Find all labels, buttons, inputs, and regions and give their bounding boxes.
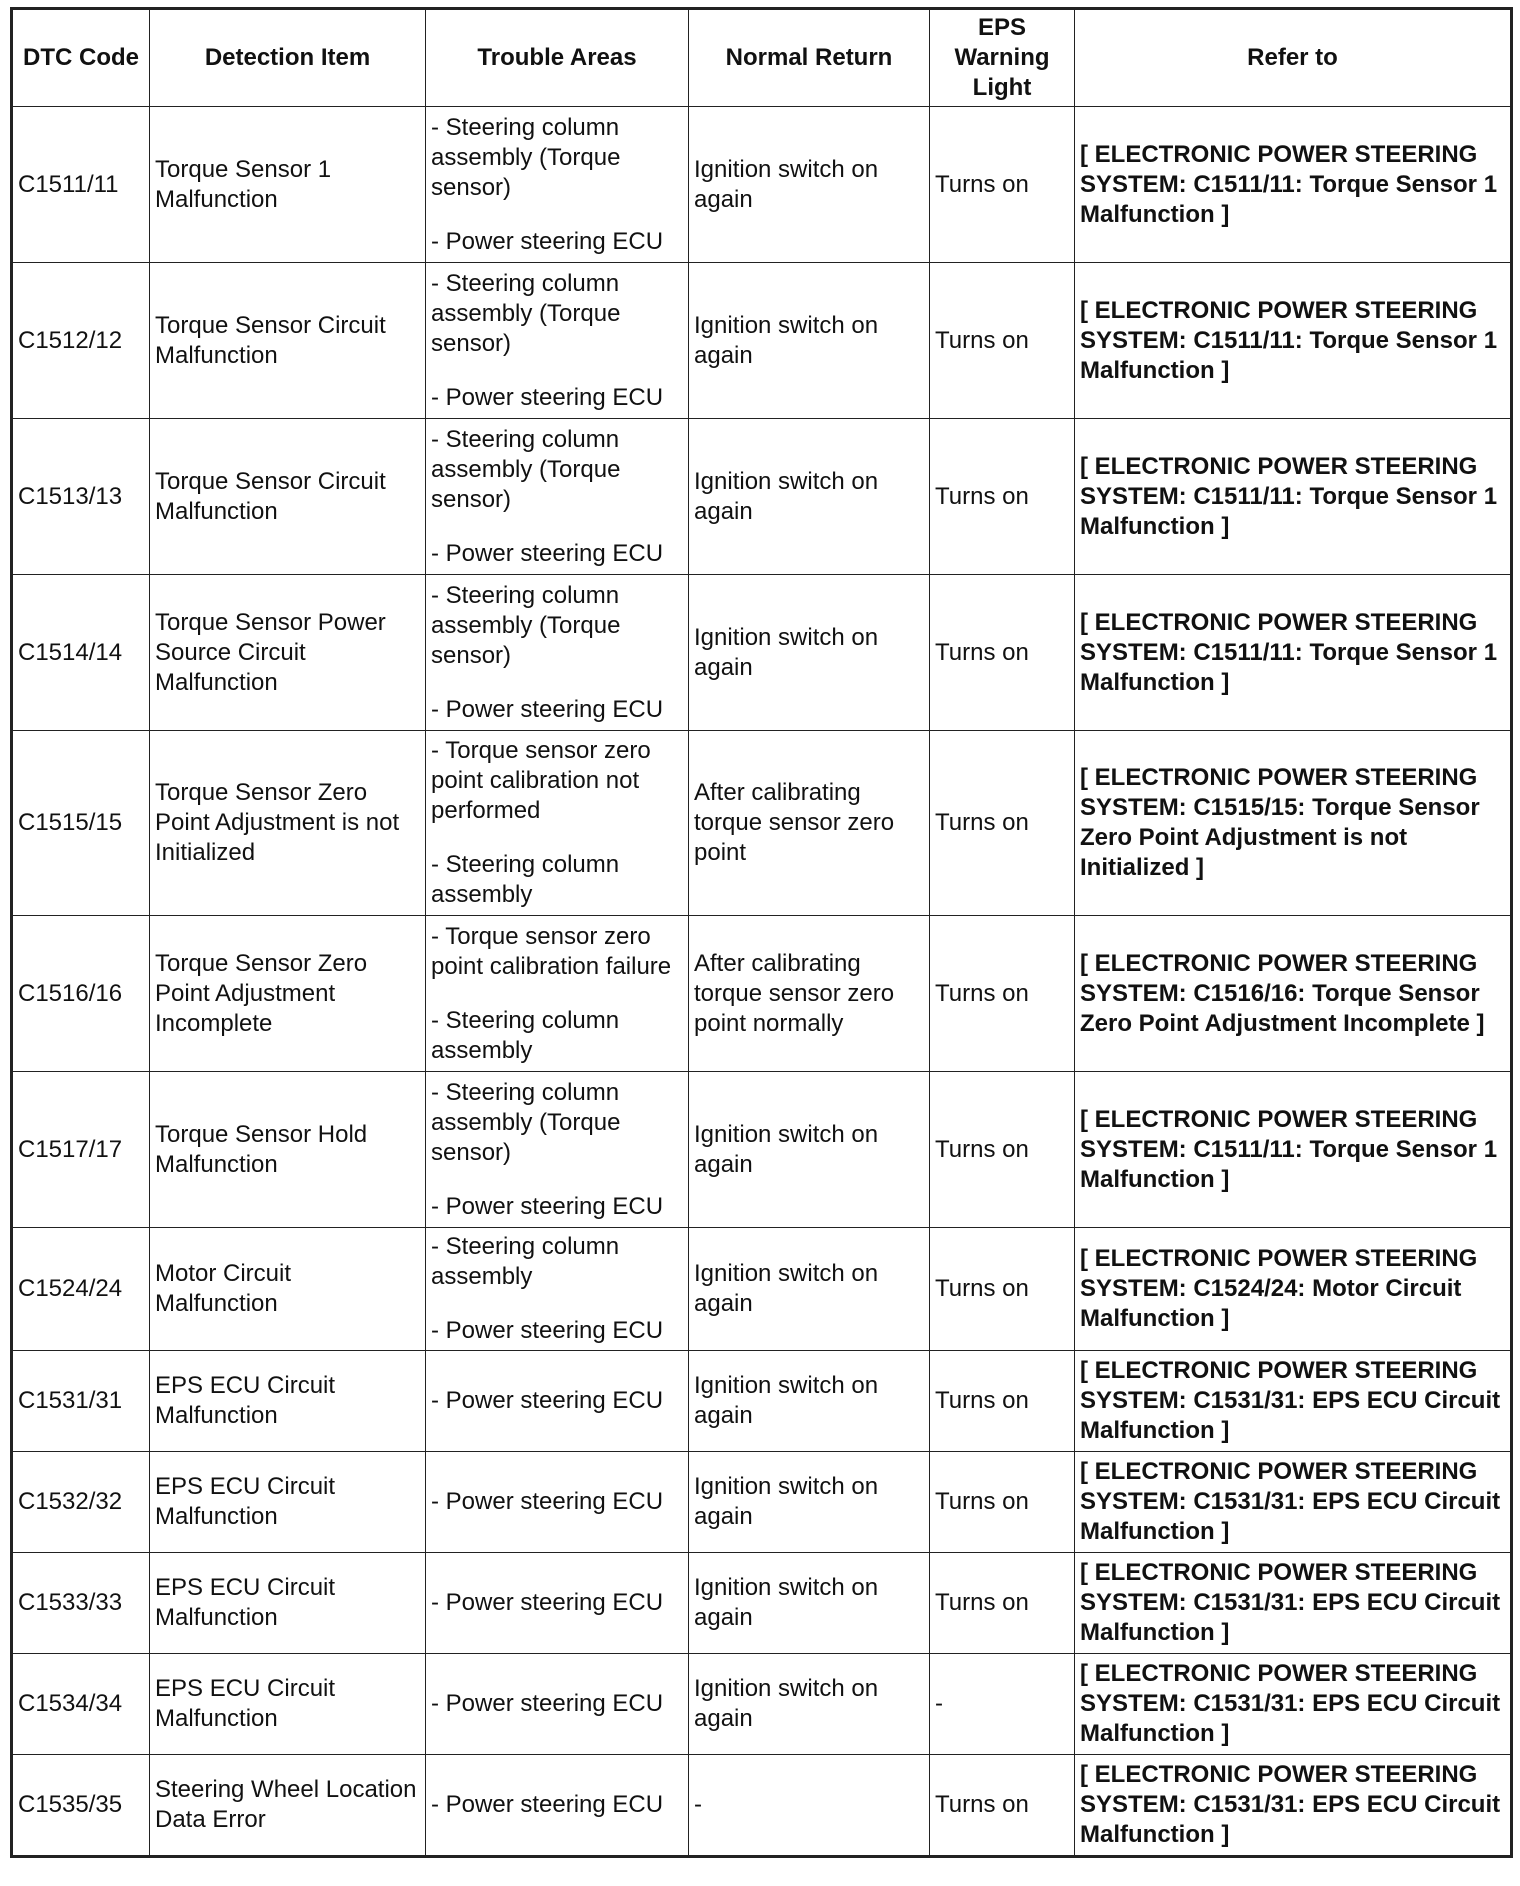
table-row — [12, 1755, 1512, 1857]
trouble-areas-cell — [426, 419, 689, 575]
dtc-code-cell: C1513/13 — [12, 419, 150, 575]
dtc-code-cell: C1531/31 — [12, 1351, 150, 1452]
header-trouble-areas: Trouble Areas — [426, 9, 689, 107]
detection-item-cell: EPS ECU Circuit Malfunction — [150, 1654, 426, 1755]
normal-return-cell: Ignition switch on again — [689, 1452, 930, 1553]
refer-to-cell: [ ELECTRONIC POWER STEERING SYSTEM: C1531/31: EPS ECU Circuit Malfunction ] — [1075, 1452, 1512, 1553]
trouble-areas-cell — [426, 1072, 689, 1228]
trouble-area: - Power steering ECU — [431, 227, 664, 255]
trouble-areas-cell — [426, 1228, 689, 1351]
trouble-area: - Power steering ECU — [431, 1317, 664, 1344]
table-row — [12, 916, 1512, 1072]
normal-return-cell: After calibrating torque sensor zero point — [689, 731, 930, 916]
eps-warning-light-cell: Turns on — [930, 1072, 1075, 1228]
refer-to-cell: [ ELECTRONIC POWER STEERING SYSTEM: C1531/31: EPS ECU Circuit Malfunction ] — [1075, 1654, 1512, 1755]
header-normal-return: Normal Return — [689, 9, 930, 107]
detection-item-cell: Torque Sensor Power Source Circuit Malfunction — [150, 575, 426, 731]
refer-to-cell: [ ELECTRONIC POWER STEERING SYSTEM: C1511/11: Torque Sensor 1 Malfunction ] — [1075, 575, 1512, 731]
dtc-code-cell: C1511/11 — [12, 107, 150, 263]
trouble-area: - Steering column assembly — [431, 1006, 620, 1064]
dtc-code-cell: C1512/12 — [12, 263, 150, 419]
table-row — [12, 1553, 1512, 1654]
header-eps-warning-light: EPS Warning Light — [930, 9, 1075, 107]
header-dtc-code: DTC Code — [12, 9, 150, 107]
normal-return-cell: Ignition switch on again — [689, 263, 930, 419]
dtc-code-cell: C1516/16 — [12, 916, 150, 1072]
dtc-code-cell: C1524/24 — [12, 1228, 150, 1351]
trouble-areas-cell — [426, 263, 689, 419]
trouble-area: - Steering column assembly (Torque sensor) — [431, 1078, 621, 1166]
eps-warning-light-cell: Turns on — [930, 916, 1075, 1072]
trouble-areas-cell — [426, 1553, 689, 1654]
eps-warning-light-cell: Turns on — [930, 575, 1075, 731]
detection-item-cell: Motor Circuit Malfunction — [150, 1228, 426, 1351]
trouble-area: - Torque sensor zero point calibration not performed — [431, 737, 651, 824]
table-row — [12, 419, 1512, 575]
dtc-table — [10, 7, 1513, 1858]
trouble-area: - Power steering ECU — [431, 539, 664, 567]
refer-to-cell: [ ELECTRONIC POWER STEERING SYSTEM: C1515/15: Torque Sensor Zero Point Adjustment is not Initialized ] — [1075, 731, 1512, 916]
detection-item-cell: Torque Sensor Circuit Malfunction — [150, 263, 426, 419]
eps-warning-light-cell: Turns on — [930, 1452, 1075, 1553]
trouble-area: - Power steering ECU — [431, 1488, 664, 1515]
dtc-code-cell: C1514/14 — [12, 575, 150, 731]
table-row — [12, 575, 1512, 731]
trouble-area: - Steering column assembly — [431, 851, 620, 908]
header-detection-item: Detection Item — [150, 9, 426, 107]
dtc-code-cell: C1535/35 — [12, 1755, 150, 1857]
trouble-area: - Power steering ECU — [431, 1690, 664, 1717]
trouble-areas-cell — [426, 1755, 689, 1857]
refer-to-cell: [ ELECTRONIC POWER STEERING SYSTEM: C1531/31: EPS ECU Circuit Malfunction ] — [1075, 1553, 1512, 1654]
normal-return-cell: After calibrating torque sensor zero point normally — [689, 916, 930, 1072]
normal-return-cell: Ignition switch on again — [689, 1351, 930, 1452]
trouble-area: - Steering column assembly (Torque sensor) — [431, 581, 621, 669]
dtc-code-cell: C1533/33 — [12, 1553, 150, 1654]
eps-warning-light-cell: Turns on — [930, 1755, 1075, 1857]
table-row — [12, 1072, 1512, 1228]
detection-item-cell: Torque Sensor 1 Malfunction — [150, 107, 426, 263]
trouble-areas-cell — [426, 1654, 689, 1755]
detection-item-cell: EPS ECU Circuit Malfunction — [150, 1553, 426, 1654]
eps-warning-light-cell: - — [930, 1654, 1075, 1755]
normal-return-cell: Ignition switch on again — [689, 107, 930, 263]
normal-return-cell: Ignition switch on again — [689, 1553, 930, 1654]
dtc-code-cell: C1515/15 — [12, 731, 150, 916]
table-row — [12, 1452, 1512, 1553]
dtc-code-cell: C1534/34 — [12, 1654, 150, 1755]
normal-return-cell: - — [689, 1755, 930, 1857]
trouble-areas-cell — [426, 1452, 689, 1553]
detection-item-cell: Torque Sensor Hold Malfunction — [150, 1072, 426, 1228]
eps-warning-light-cell: Turns on — [930, 419, 1075, 575]
refer-to-cell: [ ELECTRONIC POWER STEERING SYSTEM: C1511/11: Torque Sensor 1 Malfunction ] — [1075, 419, 1512, 575]
normal-return-cell: Ignition switch on again — [689, 1228, 930, 1351]
trouble-area: - Power steering ECU — [431, 695, 664, 723]
trouble-area: - Power steering ECU — [431, 1589, 664, 1616]
refer-to-cell: [ ELECTRONIC POWER STEERING SYSTEM: C1511/11: Torque Sensor 1 Malfunction ] — [1075, 263, 1512, 419]
trouble-area: - Steering column assembly (Torque sensor) — [431, 269, 621, 357]
table-row — [12, 731, 1512, 916]
normal-return-cell: Ignition switch on again — [689, 1654, 930, 1755]
table-row — [12, 107, 1512, 263]
trouble-area: - Steering column assembly — [431, 1233, 620, 1290]
header-row — [12, 9, 1512, 107]
dtc-code-cell: C1517/17 — [12, 1072, 150, 1228]
table-row — [12, 263, 1512, 419]
trouble-area: - Power steering ECU — [431, 383, 664, 411]
detection-item-cell: Steering Wheel Location Data Error — [150, 1755, 426, 1857]
detection-item-cell: Torque Sensor Zero Point Adjustment is not Initialized — [150, 731, 426, 916]
detection-item-cell: Torque Sensor Zero Point Adjustment Incomplete — [150, 916, 426, 1072]
normal-return-cell: Ignition switch on again — [689, 419, 930, 575]
refer-to-cell: [ ELECTRONIC POWER STEERING SYSTEM: C1511/11: Torque Sensor 1 Malfunction ] — [1075, 107, 1512, 263]
eps-warning-light-cell: Turns on — [930, 1351, 1075, 1452]
eps-warning-light-cell: Turns on — [930, 263, 1075, 419]
refer-to-cell: [ ELECTRONIC POWER STEERING SYSTEM: C1516/16: Torque Sensor Zero Point Adjustment Incomplete ] — [1075, 916, 1512, 1072]
trouble-area: - Steering column assembly (Torque sensor) — [431, 113, 621, 201]
trouble-area: - Power steering ECU — [431, 1387, 664, 1414]
trouble-areas-cell — [426, 731, 689, 916]
header-refer-to: Refer to — [1075, 9, 1512, 107]
refer-to-cell: [ ELECTRONIC POWER STEERING SYSTEM: C1531/31: EPS ECU Circuit Malfunction ] — [1075, 1755, 1512, 1857]
trouble-area: - Torque sensor zero point calibration failure — [431, 922, 672, 980]
eps-warning-light-cell: Turns on — [930, 731, 1075, 916]
refer-to-cell: [ ELECTRONIC POWER STEERING SYSTEM: C1531/31: EPS ECU Circuit Malfunction ] — [1075, 1351, 1512, 1452]
refer-to-cell: [ ELECTRONIC POWER STEERING SYSTEM: C1524/24: Motor Circuit Malfunction ] — [1075, 1228, 1512, 1351]
detection-item-cell: Torque Sensor Circuit Malfunction — [150, 419, 426, 575]
dtc-code-cell: C1532/32 — [12, 1452, 150, 1553]
normal-return-cell: Ignition switch on again — [689, 575, 930, 731]
trouble-area: - Power steering ECU — [431, 1791, 664, 1818]
table-row — [12, 1654, 1512, 1755]
table-row — [12, 1351, 1512, 1452]
eps-warning-light-cell: Turns on — [930, 1228, 1075, 1351]
trouble-areas-cell — [426, 916, 689, 1072]
detection-item-cell: EPS ECU Circuit Malfunction — [150, 1452, 426, 1553]
table-row — [12, 1228, 1512, 1351]
detection-item-cell: EPS ECU Circuit Malfunction — [150, 1351, 426, 1452]
refer-to-cell: [ ELECTRONIC POWER STEERING SYSTEM: C1511/11: Torque Sensor 1 Malfunction ] — [1075, 1072, 1512, 1228]
eps-warning-light-cell: Turns on — [930, 1553, 1075, 1654]
normal-return-cell: Ignition switch on again — [689, 1072, 930, 1228]
eps-warning-light-cell: Turns on — [930, 107, 1075, 263]
trouble-areas-cell — [426, 1351, 689, 1452]
trouble-area: - Power steering ECU — [431, 1192, 664, 1220]
trouble-area: - Steering column assembly (Torque sensor) — [431, 425, 621, 513]
trouble-areas-cell — [426, 107, 689, 263]
trouble-areas-cell — [426, 575, 689, 731]
